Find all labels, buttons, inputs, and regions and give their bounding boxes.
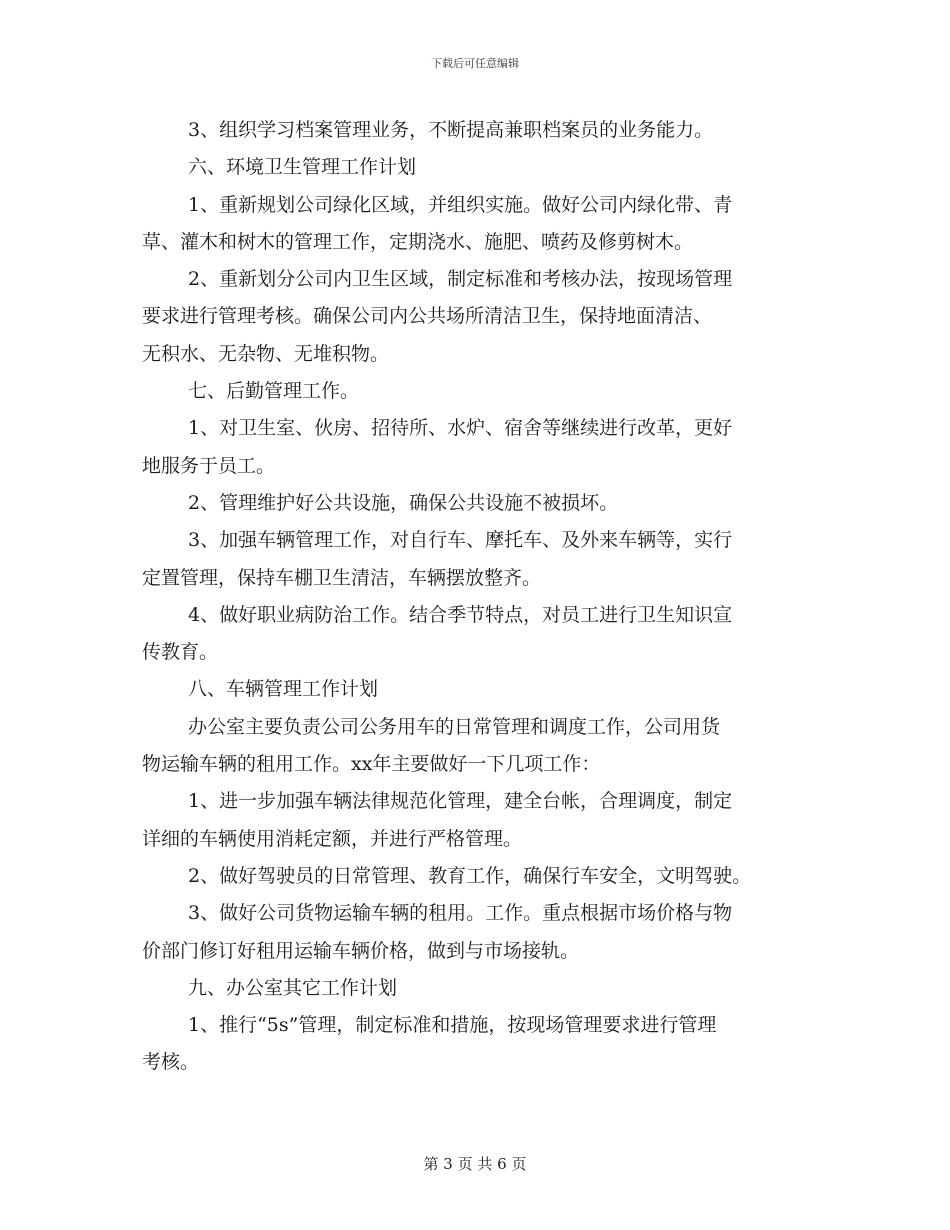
paragraph-line: 详细的车辆使用消耗定额，并进行严格管理。: [142, 827, 523, 850]
paragraph-line: 无积水、无杂物、无堆积物。: [142, 342, 390, 365]
paragraph-line: 3、组织学习档案管理业务，不断提高兼职档案员的业务能力。: [188, 119, 714, 141]
paragraph-line: 草、灌木和树木的管理工作，定期浇水、施肥、喷药及修剪树木。: [142, 230, 694, 253]
paragraph-line: 七、后勤管理工作。: [188, 380, 360, 403]
paragraph-line: 地服务于员工。: [142, 454, 276, 477]
paragraph-line: 3、做好公司货物运输车辆的租用。工作。重点根据市场价格与物: [188, 902, 733, 925]
paragraph-line: 八、车辆管理工作计划: [188, 678, 379, 701]
paragraph-line: 2、管理维护好公共设施，确保公共设施不被损坏。: [188, 491, 619, 514]
paragraph-line: 1、对卫生室、伙房、招待所、水炉、宿舍等继续进行改革，更好: [188, 417, 733, 440]
paragraph-line: 考核。: [142, 1051, 200, 1074]
paragraph-line: 1、进一步加强车辆法律规范化管理，建全台帐，合理调度，制定: [188, 790, 733, 813]
paragraph-line: 要求进行管理考核。确保公司内公共场所清洁卫生，保持地面清洁、: [142, 305, 713, 328]
paragraph-line: 1、重新规划公司绿化区域，并组织实施。做好公司内绿化带、青: [188, 193, 733, 216]
paragraph-line: 2、重新划分公司内卫生区域，制定标准和考核办法，按现场管理: [188, 268, 733, 291]
document-body: [142, 112, 812, 1082]
paragraph-line: 价部门修订好租用运输车辆价格，做到与市场接轨。: [142, 939, 580, 962]
paragraph-line: 2、做好驾驶员的日常管理、教育工作，确保行车安全，文明驾驶。: [188, 864, 752, 887]
paragraph-line: 六、环境卫生管理工作计划: [188, 156, 417, 179]
paragraph-line: 3、加强车辆管理工作，对自行车、摩托车、及外来车辆等，实行: [188, 529, 733, 552]
page-number: 第 3 页 共 6 页: [423, 1155, 527, 1173]
paragraph-line: 4、做好职业病防治工作。结合季节特点，对员工进行卫生知识宣: [188, 603, 733, 626]
paragraph-line: 传教育。: [142, 641, 219, 664]
paragraph-line: 定置管理，保持车棚卫生清洁，车辆摆放整齐。: [142, 566, 542, 589]
paragraph-line: 九、办公室其它工作计划: [188, 976, 398, 999]
page-header-note: 下载后可任意编辑: [431, 57, 519, 70]
paragraph-line: 物运输车辆的租用工作。xx年主要做好一下几项工作：: [142, 753, 601, 776]
paragraph-line: 办公室主要负责公司公务用车的日常管理和调度工作，公司用货: [188, 715, 721, 738]
paragraph-line: 1、推行“5s”管理，制定标准和措施，按现场管理要求进行管理: [188, 1014, 717, 1037]
